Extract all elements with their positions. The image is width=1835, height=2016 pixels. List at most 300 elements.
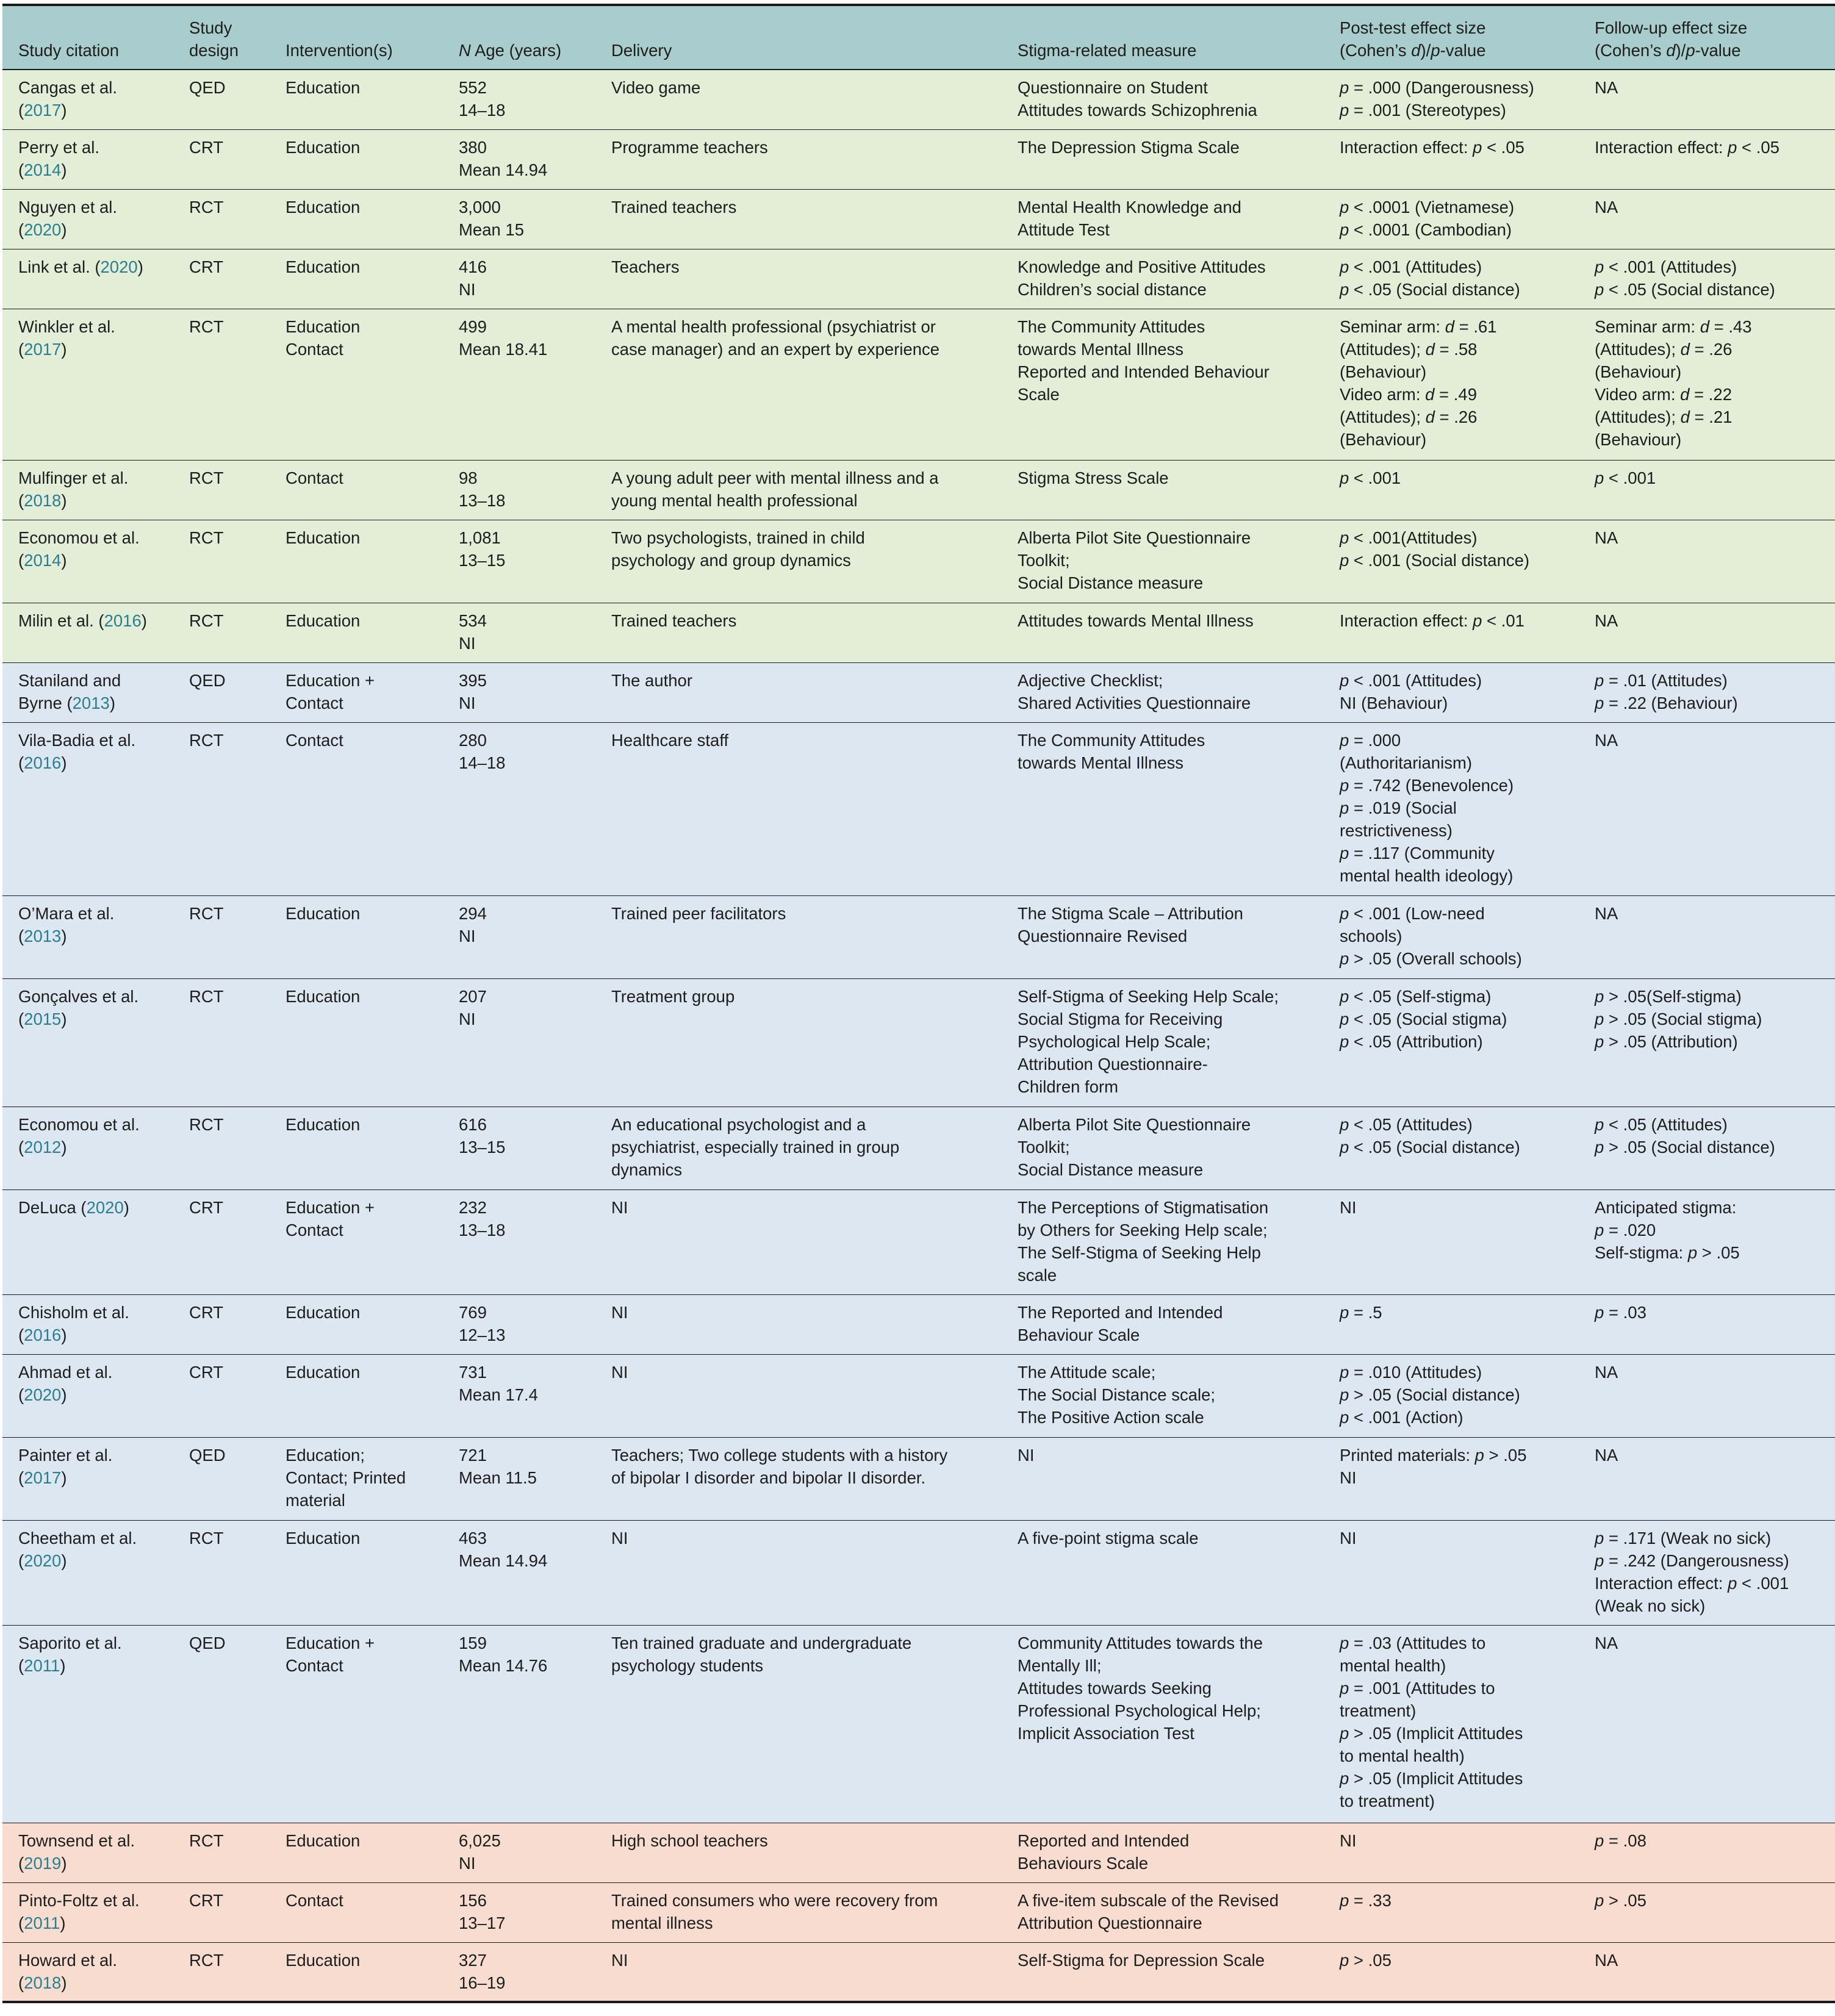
cell-followup-effect bbox=[1580, 1107, 1835, 1189]
cell-line: NA bbox=[1595, 528, 1618, 547]
cell-line: material bbox=[285, 1490, 345, 1510]
cell-line: Children’s social distance bbox=[1018, 279, 1207, 299]
cell-line: (2011) bbox=[18, 1913, 66, 1932]
cell-study-citation bbox=[2, 70, 177, 129]
cell-line: p < .001 (Low-need bbox=[1340, 903, 1485, 923]
cell-line: p < .001 (Social distance) bbox=[1340, 550, 1530, 570]
cell-line: Community Attitudes towards the bbox=[1018, 1633, 1263, 1652]
cell-line: (2018) bbox=[18, 490, 67, 510]
cell-line: Attitude Test bbox=[1018, 220, 1110, 239]
cell-line: p = .010 (Attitudes) bbox=[1340, 1362, 1482, 1382]
cell-line: 534 bbox=[459, 611, 487, 630]
cell-line: p < .0001 (Vietnamese) bbox=[1340, 197, 1515, 217]
cell-posttest-effect bbox=[1325, 722, 1580, 895]
cell-line: Contact bbox=[285, 693, 343, 712]
cell-line: Contact bbox=[285, 1890, 343, 1910]
cell-line: Self-Stigma of Seeking Help Scale; bbox=[1018, 986, 1279, 1006]
cell-line: p < .001(Attitudes) bbox=[1340, 528, 1478, 547]
cell-line: p = .001 (Stereotypes) bbox=[1340, 101, 1506, 120]
cell-line: p < .001 bbox=[1340, 468, 1401, 487]
cell-line: Mean 15 bbox=[459, 220, 525, 239]
cell-line: 1,081 bbox=[459, 528, 501, 547]
cell-line: Education bbox=[285, 1362, 361, 1382]
cell-line: psychiatrist, especially trained in group bbox=[611, 1137, 900, 1157]
cell-line: p = .08 bbox=[1595, 1831, 1646, 1850]
cell-line: to mental health) bbox=[1340, 1746, 1465, 1765]
cell-line: DeLuca (2020) bbox=[18, 1197, 129, 1217]
cell-line: Interaction effect: p < .01 bbox=[1340, 611, 1524, 630]
cell-stigma-measure bbox=[1004, 1882, 1325, 1942]
cell-line: (2014) bbox=[18, 550, 67, 570]
cell-study-design bbox=[177, 1882, 271, 1942]
cell-intervention bbox=[271, 70, 447, 129]
table-row bbox=[2, 1520, 1835, 1625]
cell-line: Teachers bbox=[611, 257, 680, 276]
cell-line: Chisholm et al. bbox=[18, 1302, 129, 1322]
cell-intervention bbox=[271, 722, 447, 895]
cell-line: Contact bbox=[285, 468, 343, 487]
cell-study-citation bbox=[2, 1942, 177, 2002]
cell-intervention bbox=[271, 1625, 447, 1823]
table-row bbox=[2, 895, 1835, 978]
cell-delivery bbox=[597, 309, 1004, 460]
cell-line: p > .05 (Social distance) bbox=[1595, 1137, 1775, 1157]
cell-n-age bbox=[447, 70, 597, 129]
cell-line: case manager) and an expert by experience bbox=[611, 339, 940, 359]
cell-line: young mental health professional bbox=[611, 490, 858, 510]
cell-line: Behaviour Scale bbox=[1018, 1325, 1140, 1344]
cell-line: 6,025 bbox=[459, 1831, 501, 1850]
cell-line: p = .019 (Social bbox=[1340, 798, 1457, 817]
cell-line: RCT bbox=[189, 1831, 224, 1850]
cell-line: NI bbox=[459, 1009, 476, 1028]
cell-line: O’Mara et al. bbox=[18, 903, 115, 923]
cell-line: 13–15 bbox=[459, 1137, 506, 1157]
cell-followup-effect bbox=[1580, 189, 1835, 249]
cell-study-design bbox=[177, 1107, 271, 1189]
cell-study-citation bbox=[2, 520, 177, 603]
cell-stigma-measure bbox=[1004, 722, 1325, 895]
cell-line: RCT bbox=[189, 197, 224, 217]
cell-line: scale bbox=[1018, 1265, 1057, 1285]
cell-intervention bbox=[271, 1823, 447, 1882]
cell-line: Trained peer facilitators bbox=[611, 903, 786, 923]
cell-line: 159 bbox=[459, 1633, 487, 1652]
cell-study-citation bbox=[2, 1189, 177, 1294]
cell-line: 731 bbox=[459, 1362, 487, 1382]
cell-line: Social Stigma for Receiving bbox=[1018, 1009, 1223, 1028]
cell-line: 12–13 bbox=[459, 1325, 506, 1344]
cell-line: Reported and Intended bbox=[1018, 1831, 1190, 1850]
cell-line: Seminar arm: d = .61 bbox=[1340, 317, 1497, 336]
cell-line: NI bbox=[611, 1950, 628, 1970]
cell-intervention bbox=[271, 1107, 447, 1189]
cell-line: Education bbox=[285, 1302, 361, 1322]
cell-line: Self-stigma: p > .05 bbox=[1595, 1243, 1740, 1262]
cell-line: Interaction effect: p < .05 bbox=[1340, 137, 1524, 157]
table-row bbox=[2, 1625, 1835, 1823]
cell-line: 232 bbox=[459, 1197, 487, 1217]
cell-line: Mentally Ill; bbox=[1018, 1655, 1102, 1675]
cell-line: NI bbox=[459, 1853, 476, 1873]
cell-study-design bbox=[177, 1625, 271, 1823]
cell-line: Cangas et al. bbox=[18, 78, 118, 97]
cell-study-design bbox=[177, 129, 271, 189]
cell-line: NI bbox=[459, 926, 476, 945]
cell-line: Education bbox=[285, 986, 361, 1006]
cell-line: NI bbox=[611, 1197, 628, 1217]
cell-delivery bbox=[597, 520, 1004, 603]
cell-line: Shared Activities Questionnaire bbox=[1018, 693, 1251, 712]
cell-study-citation bbox=[2, 1882, 177, 1942]
cell-line: Nguyen et al. bbox=[18, 197, 118, 217]
header-delivery bbox=[597, 5, 1004, 70]
cell-study-design bbox=[177, 1294, 271, 1354]
header-interventions bbox=[271, 5, 447, 70]
cell-line: NI bbox=[1340, 1528, 1357, 1548]
table-row bbox=[2, 129, 1835, 189]
cell-line: (2013) bbox=[18, 926, 67, 945]
cell-delivery bbox=[597, 1294, 1004, 1354]
cell-delivery bbox=[597, 895, 1004, 978]
table-row bbox=[2, 1189, 1835, 1294]
cell-line: QED bbox=[189, 1633, 226, 1652]
cell-line: NI bbox=[459, 279, 476, 299]
cell-line: NA bbox=[1595, 1362, 1618, 1382]
cell-line: Healthcare staff bbox=[611, 730, 729, 750]
cell-line: NA bbox=[1595, 1950, 1618, 1970]
cell-delivery bbox=[597, 722, 1004, 895]
cell-posttest-effect bbox=[1325, 1882, 1580, 1942]
cell-intervention bbox=[271, 189, 447, 249]
cell-stigma-measure bbox=[1004, 460, 1325, 520]
cell-line: (Behaviour) bbox=[1340, 362, 1427, 381]
cell-study-citation bbox=[2, 722, 177, 895]
cell-line: Education bbox=[285, 528, 361, 547]
cell-line: (2020) bbox=[18, 1385, 67, 1404]
cell-line: Video arm: d = .49 bbox=[1340, 384, 1477, 404]
cell-intervention bbox=[271, 1882, 447, 1942]
cell-line: p < .05 (Attitudes) bbox=[1340, 1114, 1473, 1134]
cell-intervention bbox=[271, 1437, 447, 1520]
cell-line: NI bbox=[611, 1362, 628, 1382]
cell-stigma-measure bbox=[1004, 1520, 1325, 1625]
cell-line: Interaction effect: p < .05 bbox=[1595, 137, 1779, 157]
cell-line: dynamics bbox=[611, 1160, 683, 1179]
cell-posttest-effect bbox=[1325, 978, 1580, 1107]
cell-line: NA bbox=[1595, 78, 1618, 97]
cell-line: Ten trained graduate and undergraduate bbox=[611, 1633, 912, 1652]
cell-delivery bbox=[597, 1189, 1004, 1294]
cell-line: p < .001 (Action) bbox=[1340, 1407, 1463, 1427]
cell-line: (2018) bbox=[18, 1973, 67, 1992]
cell-posttest-effect bbox=[1325, 662, 1580, 722]
cell-line: p = .01 (Attitudes) bbox=[1595, 670, 1728, 690]
cell-study-citation bbox=[2, 1823, 177, 1882]
cell-line: Stigma-related measure bbox=[1018, 41, 1197, 60]
cell-stigma-measure bbox=[1004, 603, 1325, 662]
table-row bbox=[2, 189, 1835, 249]
cell-study-citation bbox=[2, 1520, 177, 1625]
cell-line: Attitudes towards Mental Illness bbox=[1018, 611, 1254, 630]
cell-line: NA bbox=[1595, 1633, 1618, 1652]
cell-line: Link et al. (2020) bbox=[18, 257, 143, 276]
cell-line: mental illness bbox=[611, 1913, 713, 1932]
cell-line: Attitudes towards Seeking bbox=[1018, 1678, 1212, 1698]
cell-delivery bbox=[597, 603, 1004, 662]
cell-n-age bbox=[447, 249, 597, 309]
cell-line: (Cohen’s d)/p-value bbox=[1340, 41, 1486, 60]
cell-line: (2016) bbox=[18, 753, 67, 772]
cell-line: 13–18 bbox=[459, 490, 506, 510]
cell-line: p < .001 (Attitudes) bbox=[1340, 670, 1482, 690]
cell-line: NI bbox=[459, 693, 476, 712]
cell-study-design bbox=[177, 70, 271, 129]
cell-study-design bbox=[177, 662, 271, 722]
cell-followup-effect bbox=[1580, 1294, 1835, 1354]
cell-study-citation bbox=[2, 249, 177, 309]
cell-line: RCT bbox=[189, 1114, 224, 1134]
cell-line: p < .05 (Social stigma) bbox=[1340, 1009, 1507, 1028]
cell-line: N Age (years) bbox=[459, 41, 562, 60]
cell-intervention bbox=[271, 460, 447, 520]
cell-line: Saporito et al. bbox=[18, 1633, 122, 1652]
table-row bbox=[2, 978, 1835, 1107]
cell-n-age bbox=[447, 189, 597, 249]
cell-followup-effect bbox=[1580, 520, 1835, 603]
cell-line: Stigma Stress Scale bbox=[1018, 468, 1169, 487]
table-row bbox=[2, 1354, 1835, 1437]
table-row bbox=[2, 1942, 1835, 2002]
cell-line: CRT bbox=[189, 1890, 224, 1910]
cell-line: p = .171 (Weak no sick) bbox=[1595, 1528, 1772, 1548]
cell-line: Winkler et al. bbox=[18, 317, 115, 336]
cell-stigma-measure bbox=[1004, 1942, 1325, 2002]
cell-intervention bbox=[271, 603, 447, 662]
cell-delivery bbox=[597, 249, 1004, 309]
cell-delivery bbox=[597, 70, 1004, 129]
cell-line: (Authoritarianism) bbox=[1340, 753, 1473, 772]
cell-line: The Stigma Scale – Attribution bbox=[1018, 903, 1243, 923]
cell-n-age bbox=[447, 662, 597, 722]
cell-intervention bbox=[271, 129, 447, 189]
cell-line: p < .0001 (Cambodian) bbox=[1340, 220, 1512, 239]
cell-line: Contact bbox=[285, 1220, 343, 1239]
cell-line: towards Mental Illness bbox=[1018, 753, 1184, 772]
cell-line: p = .117 (Community bbox=[1340, 843, 1495, 863]
cell-n-age bbox=[447, 978, 597, 1107]
cell-line: Education bbox=[285, 78, 361, 97]
cell-intervention bbox=[271, 1520, 447, 1625]
cell-study-design bbox=[177, 520, 271, 603]
cell-line: p < .05 (Attitudes) bbox=[1595, 1114, 1728, 1134]
cell-line: The Social Distance scale; bbox=[1018, 1385, 1216, 1404]
cell-line: Teachers; Two college students with a history bbox=[611, 1445, 948, 1465]
cell-line: 280 bbox=[459, 730, 487, 750]
cell-posttest-effect bbox=[1325, 520, 1580, 603]
cell-n-age bbox=[447, 309, 597, 460]
cell-delivery bbox=[597, 1437, 1004, 1520]
cell-line: Professional Psychological Help; bbox=[1018, 1701, 1261, 1720]
cell-line: NI bbox=[1340, 1468, 1357, 1487]
cell-line: Study bbox=[189, 18, 232, 37]
cell-line: Interaction effect: p < .001 bbox=[1595, 1573, 1789, 1593]
cell-line: Mean 14.94 bbox=[459, 160, 548, 179]
cell-stigma-measure bbox=[1004, 249, 1325, 309]
cell-line: Attitudes towards Schizophrenia bbox=[1018, 101, 1257, 120]
cell-line: An educational psychologist and a bbox=[611, 1114, 866, 1134]
cell-n-age bbox=[447, 1354, 597, 1437]
cell-line: Trained teachers bbox=[611, 611, 737, 630]
cell-line: The Positive Action scale bbox=[1018, 1407, 1204, 1427]
cell-line: 14–18 bbox=[459, 101, 506, 120]
cell-line: 769 bbox=[459, 1302, 487, 1322]
cell-line: Mulfinger et al. bbox=[18, 468, 129, 487]
cell-line: Self-Stigma for Depression Scale bbox=[1018, 1950, 1265, 1970]
cell-line: 13–17 bbox=[459, 1913, 506, 1932]
cell-line: Video game bbox=[611, 78, 701, 97]
table-row bbox=[2, 460, 1835, 520]
cell-line: NI bbox=[611, 1302, 628, 1322]
cell-line: Attribution Questionnaire- bbox=[1018, 1054, 1208, 1074]
cell-line: treatment) bbox=[1340, 1701, 1417, 1720]
cell-line: Reported and Intended Behaviour bbox=[1018, 362, 1269, 381]
cell-line: Staniland and bbox=[18, 670, 121, 690]
cell-delivery bbox=[597, 662, 1004, 722]
cell-followup-effect bbox=[1580, 460, 1835, 520]
cell-line: A five-point stigma scale bbox=[1018, 1528, 1199, 1548]
cell-line: Mean 18.41 bbox=[459, 339, 548, 359]
cell-line: Alberta Pilot Site Questionnaire bbox=[1018, 1114, 1251, 1134]
header-study-design bbox=[177, 5, 271, 70]
cell-line: Toolkit; bbox=[1018, 550, 1070, 570]
cell-line: p = .5 bbox=[1340, 1302, 1382, 1322]
cell-line: (2017) bbox=[18, 101, 67, 120]
cell-line: of bipolar I disorder and bipolar II disorder. bbox=[611, 1468, 926, 1487]
cell-line: Printed materials: p > .05 bbox=[1340, 1445, 1527, 1465]
cell-followup-effect bbox=[1580, 1882, 1835, 1942]
cell-stigma-measure bbox=[1004, 189, 1325, 249]
cell-line: p = .742 (Benevolence) bbox=[1340, 775, 1514, 795]
cell-posttest-effect bbox=[1325, 1354, 1580, 1437]
cell-line: Mean 14.76 bbox=[459, 1655, 548, 1675]
cell-line: (2015) bbox=[18, 1009, 67, 1028]
cell-line: 416 bbox=[459, 257, 487, 276]
cell-line: Howard et al. bbox=[18, 1950, 118, 1970]
cell-followup-effect bbox=[1580, 1520, 1835, 1625]
cell-line: 552 bbox=[459, 78, 487, 97]
cell-line: 327 bbox=[459, 1950, 487, 1970]
cell-line: Knowledge and Positive Attitudes bbox=[1018, 257, 1266, 276]
cell-study-design bbox=[177, 1354, 271, 1437]
cell-study-citation bbox=[2, 1625, 177, 1823]
table-row bbox=[2, 1882, 1835, 1942]
cell-n-age bbox=[447, 520, 597, 603]
cell-line: Vila-Badia et al. bbox=[18, 730, 136, 750]
cell-line: Painter et al. bbox=[18, 1445, 113, 1465]
cell-intervention bbox=[271, 1942, 447, 2002]
table-row bbox=[2, 603, 1835, 662]
cell-line: Study citation bbox=[18, 41, 120, 60]
cell-line: p < .001 bbox=[1595, 468, 1656, 487]
cell-line: (2020) bbox=[18, 1551, 67, 1570]
cell-line: Behaviours Scale bbox=[1018, 1853, 1149, 1873]
cell-line: QED bbox=[189, 78, 226, 97]
cell-delivery bbox=[597, 1882, 1004, 1942]
cell-line: Scale bbox=[1018, 384, 1060, 404]
cell-line: towards Mental Illness bbox=[1018, 339, 1184, 359]
cell-intervention bbox=[271, 662, 447, 722]
cell-line: p = .33 bbox=[1340, 1890, 1392, 1910]
cell-line: p = .03 (Attitudes to bbox=[1340, 1633, 1486, 1652]
cell-line: RCT bbox=[189, 468, 224, 487]
table-row bbox=[2, 1294, 1835, 1354]
cell-stigma-measure bbox=[1004, 895, 1325, 978]
cell-line: Education bbox=[285, 1950, 361, 1970]
table-row bbox=[2, 1823, 1835, 1882]
cell-line: Social Distance measure bbox=[1018, 1160, 1204, 1179]
cell-followup-effect bbox=[1580, 249, 1835, 309]
cell-followup-effect bbox=[1580, 1354, 1835, 1437]
cell-followup-effect bbox=[1580, 70, 1835, 129]
cell-line: p < .05 (Social distance) bbox=[1340, 1137, 1520, 1157]
cell-posttest-effect bbox=[1325, 309, 1580, 460]
cell-line: Education bbox=[285, 197, 361, 217]
cell-line: 13–15 bbox=[459, 550, 506, 570]
cell-line: 395 bbox=[459, 670, 487, 690]
cell-line: 98 bbox=[459, 468, 478, 487]
cell-line: Education bbox=[285, 1114, 361, 1134]
cell-line: The author bbox=[611, 670, 693, 690]
cell-line: p = .001 (Attitudes to bbox=[1340, 1678, 1495, 1698]
cell-line: Children form bbox=[1018, 1077, 1119, 1096]
cell-line: High school teachers bbox=[611, 1831, 768, 1850]
header-row bbox=[2, 5, 1835, 70]
cell-line: p < .001 (Attitudes) bbox=[1595, 257, 1737, 276]
cell-line: (Behaviour) bbox=[1595, 429, 1682, 449]
cell-line: NI bbox=[611, 1528, 628, 1548]
cell-line: NI (Behaviour) bbox=[1340, 693, 1448, 712]
cell-followup-effect bbox=[1580, 1437, 1835, 1520]
cell-line: The Community Attitudes bbox=[1018, 317, 1205, 336]
cell-line: 616 bbox=[459, 1114, 487, 1134]
cell-line: 207 bbox=[459, 986, 487, 1006]
cell-line: mental health) bbox=[1340, 1655, 1446, 1675]
table-container bbox=[2, 4, 1789, 2003]
cell-followup-effect bbox=[1580, 1823, 1835, 1882]
cell-line: p > .05 (Implicit Attitudes bbox=[1340, 1723, 1523, 1743]
table-row bbox=[2, 1107, 1835, 1189]
cell-study-citation bbox=[2, 1437, 177, 1520]
cell-delivery bbox=[597, 1823, 1004, 1882]
cell-line: The Attitude scale; bbox=[1018, 1362, 1156, 1382]
cell-stigma-measure bbox=[1004, 70, 1325, 129]
cell-line: p < .05 (Attribution) bbox=[1340, 1031, 1483, 1051]
cell-line: 380 bbox=[459, 137, 487, 157]
table-row bbox=[2, 662, 1835, 722]
cell-n-age bbox=[447, 895, 597, 978]
cell-line: RCT bbox=[189, 611, 224, 630]
cell-n-age bbox=[447, 722, 597, 895]
cell-followup-effect bbox=[1580, 129, 1835, 189]
cell-line: Education bbox=[285, 1831, 361, 1850]
cell-line: A five-item subscale of the Revised bbox=[1018, 1890, 1279, 1910]
cell-line: Adjective Checklist; bbox=[1018, 670, 1163, 690]
cell-line: (Attitudes); d = .26 bbox=[1340, 407, 1478, 426]
table-row bbox=[2, 722, 1835, 895]
cell-line: Mean 14.94 bbox=[459, 1551, 548, 1570]
cell-study-design bbox=[177, 603, 271, 662]
